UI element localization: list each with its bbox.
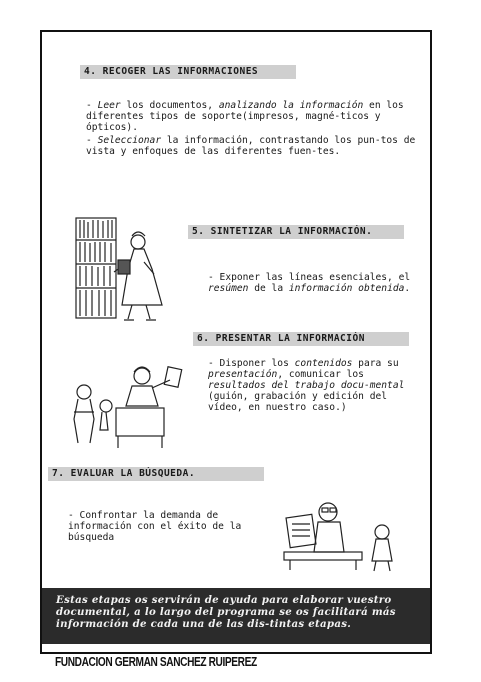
section4-item xyxy=(86,100,424,133)
text-run: presentación xyxy=(208,369,278,380)
section-6-heading: 6. PRESENTAR LA INFORMACIÓN xyxy=(193,332,409,346)
section-4-heading: 4. RECOGER LAS INFORMACIONES xyxy=(80,65,296,79)
section4-item xyxy=(86,135,424,157)
text-run: contenidos xyxy=(294,358,353,369)
text-run: Seleccionar xyxy=(97,135,162,146)
text-run: resultados del trabajo docu-mental xyxy=(208,380,405,391)
footer-note: Estas etapas os servirán de ayuda para elaborar vuestro documental, a lo largo del programa se os facilitará más información de cada una de las dis-tintas etapas. xyxy=(42,588,430,644)
text-run: para su xyxy=(352,358,399,369)
foundation-logo-text: FUNDACION GERMAN SANCHEZ RUIPEREZ xyxy=(55,654,257,669)
text-run: - Confrontar la demanda de información con el éxito de la búsqueda xyxy=(68,510,242,543)
section6-item xyxy=(208,358,423,413)
text-run: - Disponer los xyxy=(208,358,295,369)
text-run: resúmen xyxy=(208,283,249,294)
section-7-body xyxy=(68,510,250,545)
section-6-body xyxy=(208,358,423,415)
text-run: información obtenida xyxy=(288,283,405,294)
text-run: de la xyxy=(248,283,289,294)
text-run: - Exponer las líneas esenciales, el xyxy=(208,272,411,283)
text-run: . xyxy=(404,283,411,294)
section-4-body xyxy=(86,100,424,159)
reader-at-desk-illustration xyxy=(280,494,410,574)
section-5-body xyxy=(208,272,418,296)
text-run: la información, contrastando los pun-tos de vista y enfoques de las diferentes fuen-tes. xyxy=(86,135,416,157)
woman-at-bookshelf-illustration xyxy=(72,212,182,332)
section7-item xyxy=(68,510,250,543)
section-7-heading: 7. EVALUAR LA BÚSQUEDA. xyxy=(48,467,264,481)
text-run: Leer xyxy=(97,100,121,111)
section5-item xyxy=(208,272,418,294)
text-run: - xyxy=(86,100,98,111)
document-page xyxy=(40,30,432,654)
presenter-with-children-illustration xyxy=(68,362,188,452)
text-run: , comunicar los xyxy=(277,369,364,380)
text-run: los documentos, xyxy=(120,100,219,111)
text-run: en los diferentes tipos de soporte(impresos, magné-ticos y ópticos). xyxy=(86,100,404,133)
text-run: analizando la información xyxy=(218,100,364,111)
text-run: - xyxy=(86,135,98,146)
section-5-heading: 5. SINTETIZAR LA INFORMACIÓN. xyxy=(188,225,404,239)
text-run: (guión, grabación y edición del vídeo, en nuestro caso.) xyxy=(208,391,388,413)
